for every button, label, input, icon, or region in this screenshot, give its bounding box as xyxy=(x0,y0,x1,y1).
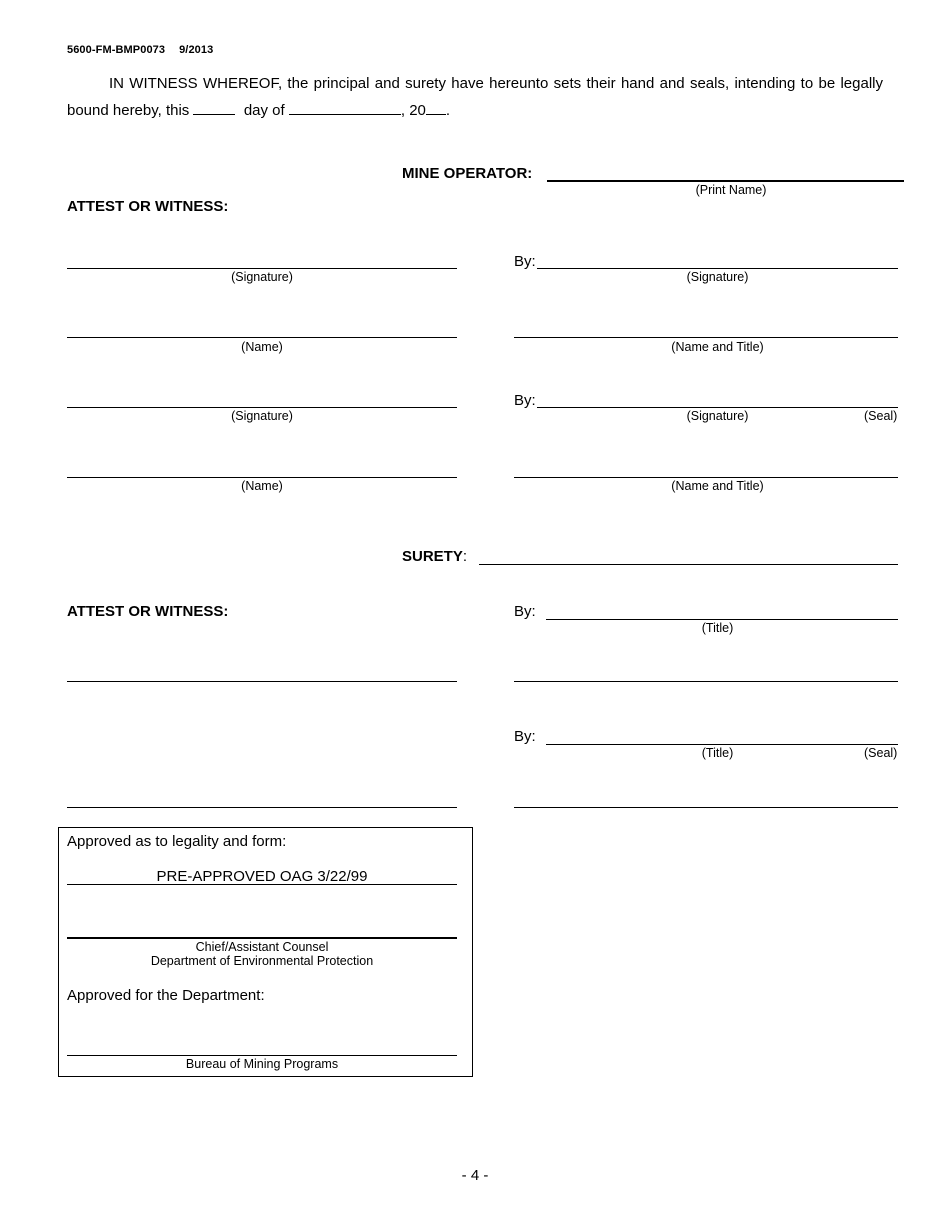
pre-approved-text: PRE-APPROVED OAG 3/22/99 xyxy=(156,868,368,885)
mine-operator-name-line[interactable] xyxy=(547,180,904,182)
operator-name-title-line-1[interactable] xyxy=(514,337,898,338)
witness-text-1: IN WITNESS WHEREOF, the principal and surety have hereunto sets their hand and seals, intending to be legally bound hereby, this xyxy=(67,75,883,119)
print-name-caption: (Print Name) xyxy=(695,183,767,197)
surety-extra-line-1[interactable] xyxy=(514,681,898,682)
name-caption: (Name) xyxy=(241,479,283,493)
name-and-title-caption: (Name and Title) xyxy=(671,479,764,493)
counsel-signature-line[interactable] xyxy=(67,937,457,939)
by-label: By: xyxy=(514,253,536,270)
witness-paragraph xyxy=(67,70,883,124)
legality-label: Approved as to legality and form: xyxy=(67,833,287,850)
day-blank[interactable] xyxy=(193,101,235,115)
month-blank[interactable] xyxy=(289,101,401,115)
pre-approved-line xyxy=(67,884,457,885)
signature-caption: (Signature) xyxy=(686,270,749,284)
surety-by-line-1[interactable] xyxy=(546,619,898,620)
form-date: 9/2013 xyxy=(179,44,214,56)
counsel-title xyxy=(67,940,457,968)
seal-caption: (Seal) xyxy=(864,746,898,760)
title-caption: (Title) xyxy=(701,621,734,635)
by-label: By: xyxy=(514,728,536,745)
attest-label-surety: ATTEST OR WITNESS: xyxy=(67,603,229,620)
operator-name-title-line-2[interactable] xyxy=(514,477,898,478)
signature-caption: (Signature) xyxy=(686,409,749,423)
surety-by-line-2[interactable] xyxy=(546,744,898,745)
form-header xyxy=(67,44,213,56)
witness-signature-line-2[interactable] xyxy=(67,407,457,408)
page-number: - 4 - xyxy=(461,1167,489,1184)
surety-witness-line-1[interactable] xyxy=(67,681,457,682)
seal-caption: (Seal) xyxy=(864,409,898,423)
bureau-caption: Bureau of Mining Programs xyxy=(185,1057,339,1071)
attest-label-operator: ATTEST OR WITNESS: xyxy=(67,198,229,215)
surety-colon: : xyxy=(462,548,468,565)
by-label: By: xyxy=(514,603,536,620)
surety-witness-line-2[interactable] xyxy=(67,807,457,808)
by-label: By: xyxy=(514,392,536,409)
department-signature-line[interactable] xyxy=(67,1055,457,1056)
witness-text-3: , 20 xyxy=(400,102,426,119)
witness-name-line-2[interactable] xyxy=(67,477,457,478)
name-caption: (Name) xyxy=(241,340,283,354)
mine-operator-label: MINE OPERATOR: xyxy=(402,165,533,182)
witness-text-2: day of xyxy=(243,102,285,119)
signature-caption: (Signature) xyxy=(231,270,293,284)
counsel-line-2: Department of Environmental Protection xyxy=(150,954,374,968)
name-and-title-caption: (Name and Title) xyxy=(671,340,764,354)
operator-signature-line-2[interactable] xyxy=(537,407,898,408)
department-label: Approved for the Department: xyxy=(67,987,265,1004)
operator-signature-line-1[interactable] xyxy=(537,268,898,269)
surety-name-line[interactable] xyxy=(479,564,898,565)
signature-caption: (Signature) xyxy=(231,409,293,423)
surety-heading xyxy=(402,548,467,566)
surety-label: SURETY xyxy=(402,548,463,565)
title-caption: (Title) xyxy=(701,746,734,760)
witness-text-4: . xyxy=(445,102,451,119)
witness-name-line-1[interactable] xyxy=(67,337,457,338)
witness-signature-line-1[interactable] xyxy=(67,268,457,269)
year-blank[interactable] xyxy=(426,101,446,115)
counsel-line-1: Chief/Assistant Counsel xyxy=(195,940,329,954)
surety-extra-line-2[interactable] xyxy=(514,807,898,808)
form-number: 5600-FM-BMP0073 xyxy=(67,44,166,56)
